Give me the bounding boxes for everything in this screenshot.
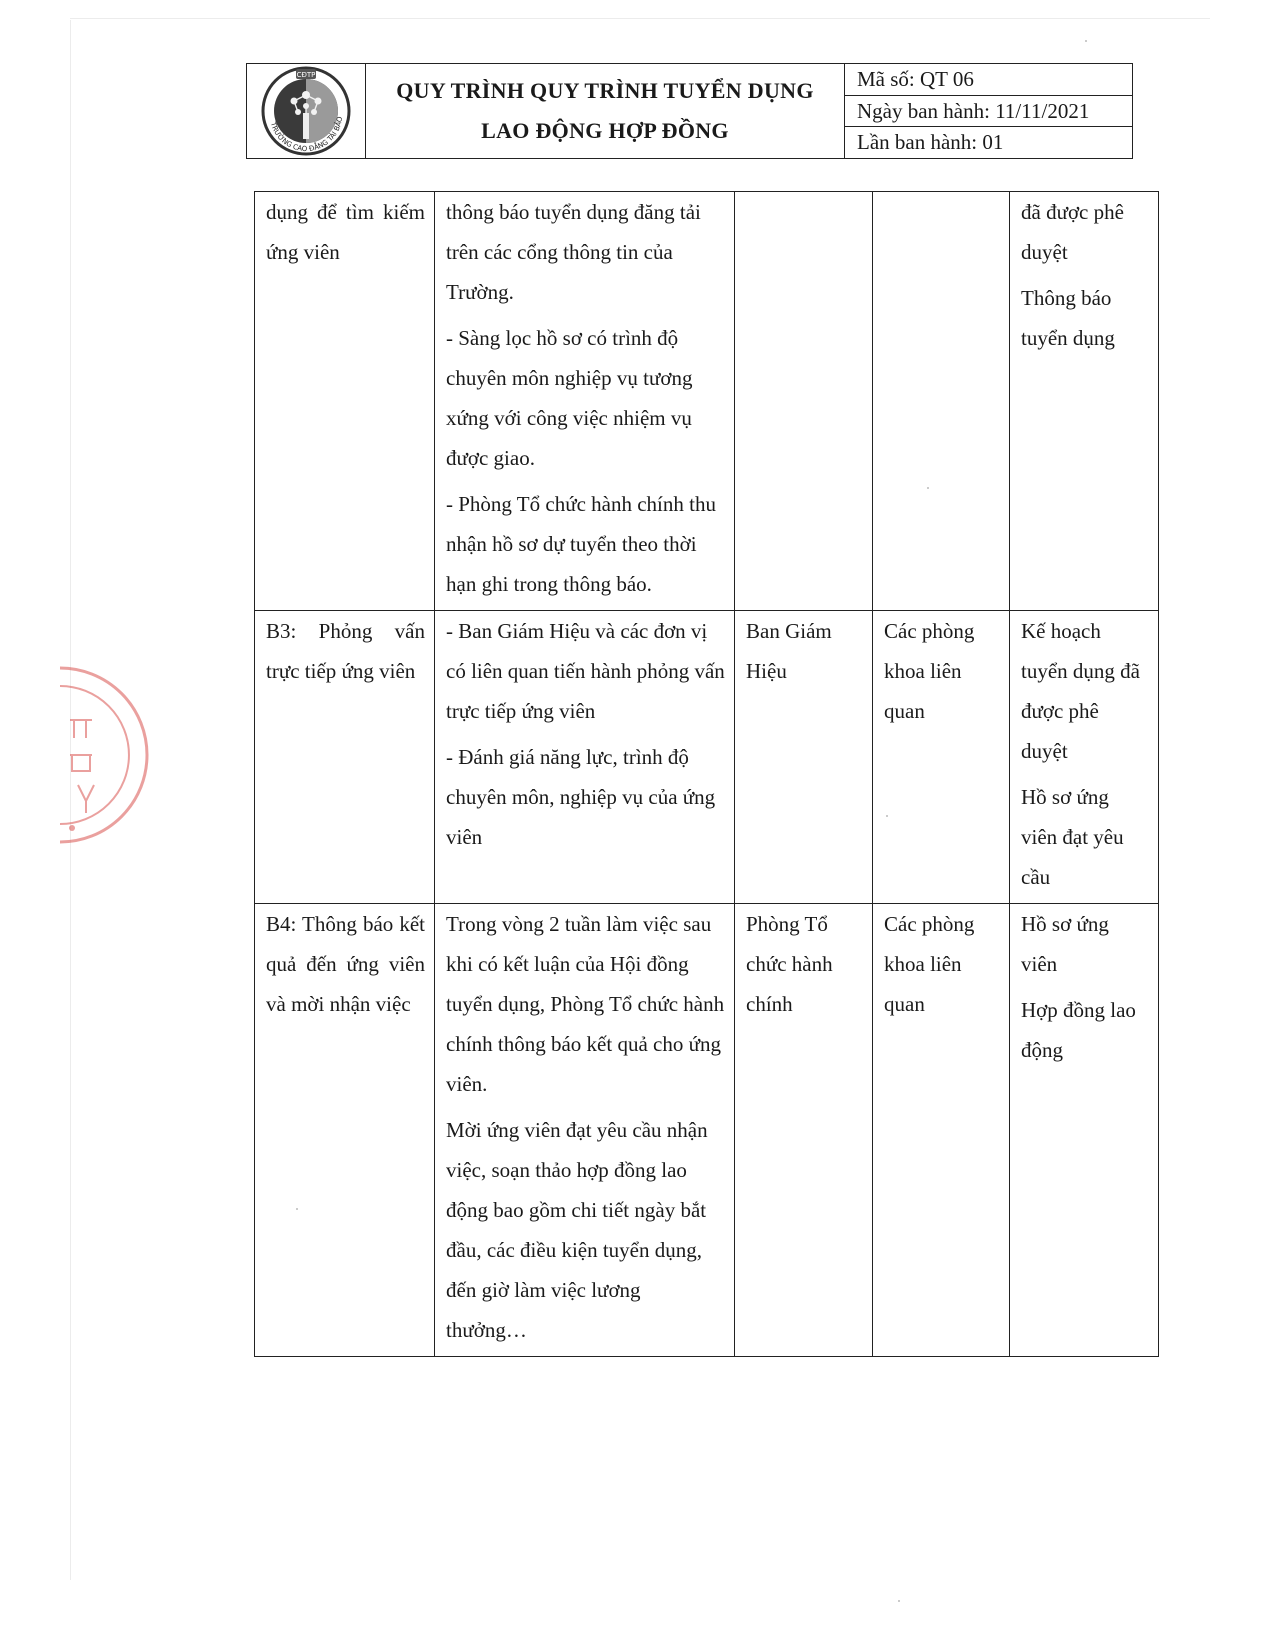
school-logo-icon — [260, 65, 352, 157]
table-row — [255, 192, 1159, 611]
records-cell — [1010, 904, 1159, 1357]
content-cell — [435, 192, 735, 611]
document-meta — [845, 64, 1132, 158]
responsible-cell — [735, 192, 873, 611]
scan-speck — [886, 815, 888, 817]
coordinate-cell — [873, 192, 1010, 611]
record-item: Hồ sơ ứng viên — [1021, 912, 1109, 976]
content-paragraph: - Sàng lọc hồ sơ có trình độ chuyên môn nghiệp vụ tương xứng với công việc nhiệm vụ được giao. — [446, 326, 693, 470]
content-paragraph: Mời ứng viên đạt yêu cầu nhận việc, soạn thảo hợp đồng lao động bao gồm chi tiết ngày bắt đầu, các điều kiện tuyển dụng, đến giờ làm việc lương thưởng… — [446, 1118, 708, 1342]
records-cell — [1010, 192, 1159, 611]
scan-speck — [898, 1600, 900, 1602]
record-item: Kế hoạch tuyển dụng đã được phê duyệt — [1021, 619, 1140, 763]
title-line-1: QUY TRÌNH QUY TRÌNH TUYỂN DỤNG — [396, 78, 814, 103]
logo-top-text: CĐTP — [296, 71, 316, 79]
content-paragraph: - Phòng Tổ chức hành chính thu nhận hồ sơ dự tuyển theo thời hạn ghi trong thông báo. — [446, 492, 716, 596]
record-item: đã được phê duyệt — [1021, 200, 1124, 264]
content-cell — [435, 611, 735, 904]
logo-cell — [247, 64, 366, 158]
step-text: B4: Thông báo kết quả đến ứng viên và mời nhận việc — [266, 912, 425, 1016]
coordinate-text: Các phòng khoa liên quan — [884, 619, 975, 723]
table-row — [255, 611, 1159, 904]
step-cell — [255, 611, 435, 904]
logo-ring-text: TRƯỜNG CAO ĐẲNG TÀI BẢO — [268, 116, 345, 154]
document-title — [366, 64, 845, 158]
record-item: Hợp đồng lao động — [1021, 998, 1136, 1062]
content-paragraph: Trong vòng 2 tuần làm việc sau khi có kết luận của Hội đồng tuyển dụng, Phòng Tổ chức hành chính thông báo kết quả cho ứng viên. — [446, 912, 725, 1096]
content-cell — [435, 904, 735, 1357]
step-text: B3: Phỏng vấn trực tiếp ứng viên — [266, 619, 425, 683]
content-paragraph: thông báo tuyển dụng đăng tải trên các cổng thông tin của Trường. — [446, 200, 701, 304]
scan-speck — [927, 487, 929, 489]
scan-speck — [296, 1208, 298, 1210]
responsible-text: Ban Giám Hiệu — [746, 619, 832, 683]
stamp-seal-icon — [50, 660, 180, 850]
title-line-2: LAO ĐỘNG HỢP ĐỒNG — [481, 118, 729, 143]
records-cell — [1010, 611, 1159, 904]
content-paragraph: - Ban Giám Hiệu và các đơn vị có liên quan tiến hành phỏng vấn trực tiếp ứng viên — [446, 619, 725, 723]
step-cell — [255, 904, 435, 1357]
issue-number: Lần ban hành: 01 — [857, 130, 1004, 155]
record-item: Hồ sơ ứng viên đạt yêu cầu — [1021, 785, 1124, 889]
coordinate-text: Các phòng khoa liên quan — [884, 912, 975, 1016]
scan-edge — [70, 18, 1210, 19]
step-text: dụng để tìm kiếm ứng viên — [266, 200, 425, 264]
table-row — [255, 904, 1159, 1357]
document-header — [246, 63, 1133, 159]
step-cell — [255, 192, 435, 611]
responsible-cell — [735, 904, 873, 1357]
coordinate-cell — [873, 904, 1010, 1357]
document-code: Mã số: QT 06 — [845, 64, 1132, 96]
issue-date: Ngày ban hành: 11/11/2021 — [845, 96, 1132, 128]
responsible-text: Phòng Tổ chức hành chính — [746, 912, 833, 1016]
coordinate-cell — [873, 611, 1010, 904]
scan-speck — [1085, 40, 1087, 42]
content-paragraph: - Đánh giá năng lực, trình độ chuyên môn, nghiệp vụ của ứng viên — [446, 745, 716, 849]
process-table — [254, 191, 1159, 1357]
record-item: Thông báo tuyển dụng — [1021, 286, 1115, 350]
responsible-cell — [735, 611, 873, 904]
